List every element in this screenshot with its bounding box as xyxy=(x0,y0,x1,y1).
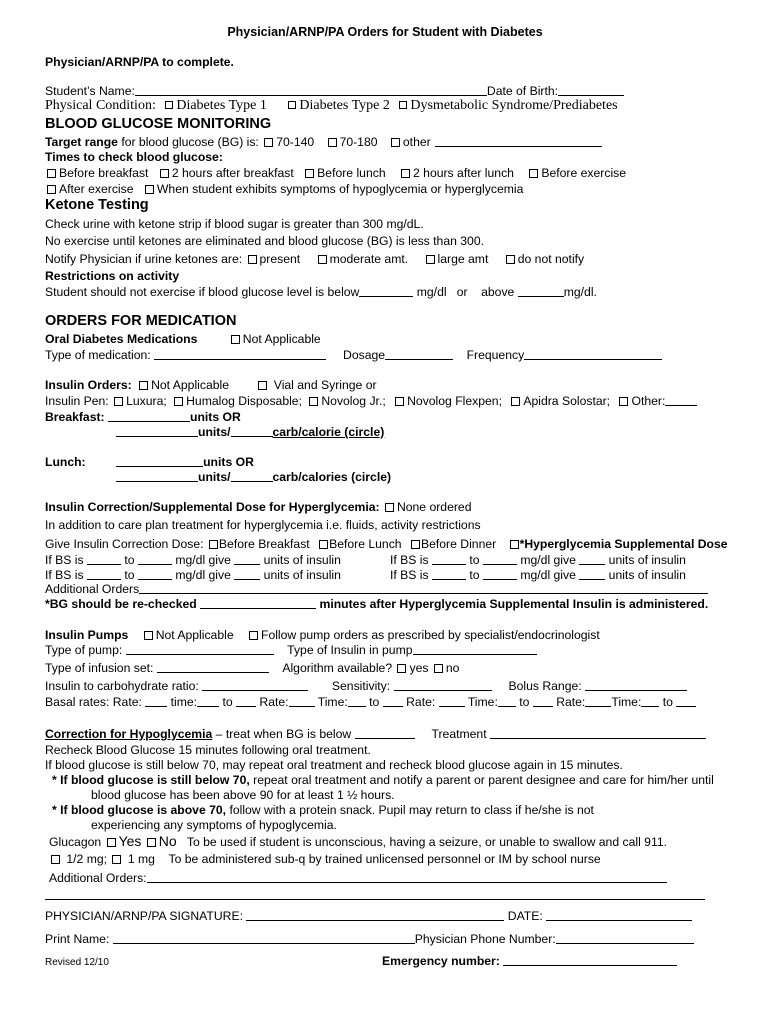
checkbox-algorithm-no[interactable] xyxy=(434,664,443,673)
restrictions-row xyxy=(45,285,597,299)
target-other: other xyxy=(402,135,431,149)
phone-label: Physician Phone Number: xyxy=(414,932,556,946)
if-bs-label: If BS is xyxy=(390,568,429,582)
print-name-label: Print Name: xyxy=(45,932,110,946)
checkbox-do-not-notify[interactable] xyxy=(506,255,515,264)
give-option: Before Dinner xyxy=(420,537,497,551)
give-label: Give Insulin Correction Dose: xyxy=(45,537,204,551)
checkbox-2h-after-lunch[interactable] xyxy=(401,169,410,178)
basal-time-label: Time: xyxy=(611,695,642,709)
checkbox-glucagon-no[interactable] xyxy=(147,838,156,847)
target-70-180: 70-180 xyxy=(339,135,378,149)
notify-option: large amt xyxy=(437,252,489,266)
oral-meds-label: Oral Diabetes Medications xyxy=(45,332,198,346)
restrict-unit: mg/dl xyxy=(416,285,447,299)
basal-to-1[interactable] xyxy=(236,695,256,707)
date-field[interactable] xyxy=(546,909,692,921)
insulin-orders-row xyxy=(45,378,377,392)
bs-to-field[interactable] xyxy=(138,553,172,565)
target-70-140: 70-140 xyxy=(276,135,315,149)
basal-to-3[interactable] xyxy=(533,695,553,707)
mgdl-give-label: mg/dl give xyxy=(520,553,576,567)
hypo-treat-label: – treat when BG is below xyxy=(215,727,352,741)
checkbox-after-exercise[interactable] xyxy=(47,185,56,194)
med-type-row xyxy=(45,348,662,362)
dose-text: To be administered sub-q by trained unlicensed personnel or IM by school nurse xyxy=(168,852,601,866)
infusion-label: Type of infusion set: xyxy=(45,661,154,675)
notify-label: Notify Physician if urine ketones are: xyxy=(45,252,243,266)
ketone-line-1: Check urine with ketone strip if blood sugar is greater than 300 mg/dL. xyxy=(45,217,424,231)
insulin-in-pump-field[interactable] xyxy=(413,643,537,655)
checkbox-pumps-na[interactable] xyxy=(144,631,153,640)
basal-time-3[interactable] xyxy=(498,695,516,707)
checkbox-type2[interactable] xyxy=(288,101,296,109)
checkbox-give-before-breakfast[interactable] xyxy=(209,540,218,549)
basal-time-1[interactable] xyxy=(197,695,219,707)
checkbox-vial[interactable] xyxy=(258,381,267,390)
to-label: to xyxy=(469,568,480,582)
correction-heading-row xyxy=(45,500,471,514)
units-of-insulin-label: units of insulin xyxy=(263,568,341,582)
sensitivity-field[interactable] xyxy=(394,679,492,691)
phone-field[interactable] xyxy=(556,932,694,944)
glucagon-dose-row xyxy=(49,852,601,866)
hypo-line-3-text: repeat oral treatment and notify a parent or parent designee and care for him/her until xyxy=(253,773,714,787)
checkbox-prediabetes[interactable] xyxy=(399,101,407,109)
hypo-still-below: * If blood glucose is still below 70, xyxy=(52,773,250,787)
to-label: to xyxy=(124,553,135,567)
infusion-field[interactable] xyxy=(157,661,269,673)
target-range-row xyxy=(45,135,602,149)
meds-heading: ORDERS FOR MEDICATION xyxy=(45,313,237,329)
units-field[interactable] xyxy=(579,568,605,580)
bolus-label: Bolus Range: xyxy=(508,679,582,693)
ratio-label: Insulin to carbohydrate ratio: xyxy=(45,679,199,693)
give-correction-row xyxy=(45,537,728,551)
checkbox-supplemental[interactable] xyxy=(510,540,519,549)
checkbox-before-breakfast[interactable] xyxy=(47,169,56,178)
restrictions-label: Restrictions on activity xyxy=(45,269,180,283)
basal-to: to xyxy=(662,695,673,709)
glucagon-yes: Yes xyxy=(118,833,142,849)
times-label: Times to check blood glucose: xyxy=(45,150,223,164)
hypo-above-70: * If blood glucose is above 70, xyxy=(52,803,227,817)
notify-option: present xyxy=(259,252,301,266)
basal-rate-3[interactable] xyxy=(439,695,465,707)
divider-line xyxy=(45,899,705,900)
date-label: DATE: xyxy=(507,909,543,923)
glucagon-label: Glucagon xyxy=(49,835,102,849)
pumps-na-label: Not Applicable xyxy=(155,628,234,642)
emergency-row xyxy=(382,954,677,968)
student-row xyxy=(45,84,624,98)
bs-row-2-right xyxy=(390,568,686,582)
algorithm-no: no xyxy=(445,661,460,675)
student-name-label: Student’s Name: xyxy=(45,84,135,98)
notify-row xyxy=(45,252,584,266)
mgdl-give-label: mg/dl give xyxy=(175,568,231,582)
restrict-unit-2: mg/dl. xyxy=(563,285,597,299)
breakfast-carb-field[interactable] xyxy=(231,425,273,437)
pumps-row xyxy=(45,628,600,642)
to-label: to xyxy=(469,553,480,567)
oral-na-label: Not Applicable xyxy=(242,332,321,346)
med-type-label: Type of medication: xyxy=(45,348,151,362)
pen-option: Humalog Disposable; xyxy=(186,394,302,408)
basal-to: to xyxy=(222,695,233,709)
basal-rate-label: Rate: xyxy=(259,695,289,709)
checkbox-glucagon-yes[interactable] xyxy=(107,838,116,847)
notify-option: moderate amt. xyxy=(329,252,409,266)
basal-label: Basal rates: Rate: xyxy=(45,695,142,709)
restrict-below-field[interactable] xyxy=(359,285,413,297)
checkbox-before-lunch[interactable] xyxy=(305,169,314,178)
recheck-row xyxy=(45,597,708,611)
supplemental-dose-label: *Hyperglycemia Supplemental Dose xyxy=(519,537,728,551)
hypo-line-5-text: follow with a protein snack. Pupil may return to class if he/she is not xyxy=(229,803,594,817)
times-row-2 xyxy=(45,182,523,196)
lunch-units-or: units OR xyxy=(203,455,254,469)
revised-label: Revised 12/10 xyxy=(45,957,109,968)
bs-row-1-left xyxy=(45,553,341,567)
print-name-field[interactable] xyxy=(113,932,415,944)
correction-heading: Insulin Correction/Supplemental Dose for Hyperglycemia: xyxy=(45,500,380,514)
hypo-line-3 xyxy=(52,773,714,787)
breakfast-carb-calorie: carb/calorie (circle) xyxy=(272,425,385,439)
if-bs-label: If BS is xyxy=(390,553,429,567)
checkbox-apidra[interactable] xyxy=(511,397,520,406)
signature-row xyxy=(45,909,692,923)
basal-rate-2[interactable] xyxy=(289,695,315,707)
mgdl-give-label: mg/dl give xyxy=(520,568,576,582)
basal-to: to xyxy=(519,695,530,709)
checkbox-1mg[interactable] xyxy=(112,855,121,864)
bs-to-field[interactable] xyxy=(138,568,172,580)
glucagon-text: To be used if student is unconscious, having a seizure, or unable to swallow and call 911. xyxy=(186,835,667,849)
breakfast-units-2-field[interactable] xyxy=(116,425,198,437)
hypo-additional-field[interactable] xyxy=(147,871,667,883)
time-option: After exercise xyxy=(59,182,134,196)
hypo-heading: Correction for Hypoglycemia xyxy=(45,727,213,741)
checkbox-70-180[interactable] xyxy=(328,138,337,147)
checkbox-pen-other[interactable] xyxy=(619,397,628,406)
checkbox-none-ordered[interactable] xyxy=(385,503,394,512)
dose-half-mg: 1/2 mg; xyxy=(66,852,108,866)
checkbox-algorithm-yes[interactable] xyxy=(397,664,406,673)
insulin-pen-row xyxy=(45,394,697,408)
breakfast-label: Breakfast: xyxy=(45,410,105,424)
additional-orders-field[interactable] xyxy=(139,582,708,594)
pen-other-field[interactable] xyxy=(665,394,697,406)
signature-field[interactable] xyxy=(246,909,504,921)
checkbox-humalog[interactable] xyxy=(174,397,183,406)
breakfast-units-field[interactable] xyxy=(108,410,190,422)
time-option: When student exhibits symptoms of hypoglycemia or hyperglycemia xyxy=(156,182,524,196)
time-option: Before breakfast xyxy=(59,166,149,180)
breakfast-units-slash: units/ xyxy=(198,425,231,439)
give-option: Before Lunch xyxy=(329,537,402,551)
mgdl-give-label: mg/dl give xyxy=(175,553,231,567)
vial-label: Vial and Syringe or xyxy=(273,378,377,392)
bs-from-field[interactable] xyxy=(87,568,121,580)
pump-type-label: Type of pump: xyxy=(45,643,123,657)
ratio-field[interactable] xyxy=(202,679,308,691)
checkbox-symptoms[interactable] xyxy=(145,185,154,194)
restrict-text: Student should not exercise if blood glucose level is below xyxy=(45,285,360,299)
units-of-insulin-label: units of insulin xyxy=(608,568,686,582)
checkbox-novolog-flexpen[interactable] xyxy=(395,397,404,406)
checkbox-oral-na[interactable] xyxy=(231,335,240,344)
pump-type-field[interactable] xyxy=(126,643,274,655)
basal-rate-label: Rate: xyxy=(406,695,436,709)
lunch-units-field[interactable] xyxy=(116,455,203,467)
restrict-above: above xyxy=(481,285,515,299)
dosage-label: Dosage xyxy=(343,348,386,362)
pen-option: Novolog Flexpen; xyxy=(407,394,502,408)
hypo-line-6: experiencing any symptoms of hypoglycemia. xyxy=(91,818,337,832)
insulin-in-pump-label: Type of Insulin in pump xyxy=(287,643,413,657)
checkbox-70-140[interactable] xyxy=(264,138,273,147)
notify-option: do not notify xyxy=(517,252,585,266)
insulin-pen-label: Insulin Pen: xyxy=(45,394,109,408)
breakfast-row-2 xyxy=(116,425,384,439)
give-option: Before Breakfast xyxy=(218,537,310,551)
if-bs-label: If BS is xyxy=(45,553,84,567)
additional-orders-row xyxy=(45,582,708,596)
checkbox-novolog-jr[interactable] xyxy=(309,397,318,406)
insulin-orders-label: Insulin Orders: xyxy=(45,378,132,392)
physical-condition-label: Physical Condition: xyxy=(45,98,156,113)
bs-row-1-right xyxy=(390,553,686,567)
checkbox-give-before-lunch[interactable] xyxy=(319,540,328,549)
if-bs-label: If BS is xyxy=(45,568,84,582)
ketone-heading: Ketone Testing xyxy=(45,197,149,213)
dosage-field[interactable] xyxy=(385,348,453,360)
lunch-label: Lunch: xyxy=(45,455,86,469)
frequency-field[interactable] xyxy=(524,348,662,360)
none-ordered-label: None ordered xyxy=(396,500,472,514)
checkbox-moderate[interactable] xyxy=(318,255,327,264)
infusion-row xyxy=(45,661,459,675)
lunch-carb-calories: carb/calories (circle) xyxy=(272,470,392,484)
algorithm-label: Algorithm available? xyxy=(282,661,393,675)
dose-1mg: 1 mg xyxy=(127,852,155,866)
basal-time-2[interactable] xyxy=(348,695,366,707)
breakfast-units-or: units OR xyxy=(190,410,241,424)
dob-label: Date of Birth: xyxy=(486,84,559,98)
recheck-text: minutes after Hyperglycemia Supplemental Insulin is administered. xyxy=(319,597,709,611)
lunch-row-2 xyxy=(116,470,391,484)
bs-to-field[interactable] xyxy=(483,568,517,580)
print-name-row xyxy=(45,932,694,946)
type2-label: Diabetes Type 2 xyxy=(299,98,390,113)
ratio-row xyxy=(45,679,687,693)
physical-condition-row xyxy=(45,99,618,113)
recheck-minutes-field[interactable] xyxy=(200,597,316,609)
basal-to-2[interactable] xyxy=(383,695,403,707)
target-range-text: for blood glucose (BG) is: xyxy=(121,135,259,149)
pen-option: Other: xyxy=(631,394,666,408)
lunch-carb-field[interactable] xyxy=(231,470,273,482)
bs-from-field[interactable] xyxy=(87,553,121,565)
pen-option: Luxura; xyxy=(126,394,167,408)
lunch-units-2-field[interactable] xyxy=(116,470,198,482)
units-field[interactable] xyxy=(234,568,260,580)
follow-pump-label: Follow pump orders as prescribed by specialist/endocrinologist xyxy=(261,628,600,642)
time-option: 2 hours after lunch xyxy=(413,166,514,180)
glucagon-row xyxy=(49,834,667,849)
additional-orders-label: Additional Orders xyxy=(45,582,140,596)
checkbox-follow-pump[interactable] xyxy=(249,631,258,640)
insulin-na-label: Not Applicable xyxy=(151,378,229,392)
lunch-units-slash: units/ xyxy=(198,470,231,484)
signature-label: PHYSICIAN/ARNP/PA SIGNATURE: xyxy=(45,909,243,923)
checkbox-type1[interactable] xyxy=(165,101,173,109)
student-name-field[interactable] xyxy=(135,84,487,96)
time-option: Before exercise xyxy=(541,166,627,180)
time-option: 2 hours after breakfast xyxy=(171,166,294,180)
time-option: Before lunch xyxy=(317,166,386,180)
bs-to-field[interactable] xyxy=(483,553,517,565)
checkbox-luxura[interactable] xyxy=(114,397,123,406)
breakfast-row-1 xyxy=(45,410,241,424)
hypo-line-4: blood glucose has been above 90 for at least 1 ½ hours. xyxy=(91,788,395,802)
checkbox-half-mg[interactable] xyxy=(51,855,60,864)
hypo-row xyxy=(45,727,706,741)
oral-meds-row xyxy=(45,332,321,346)
pen-option: Novolog Jr.; xyxy=(321,394,386,408)
target-other-field[interactable] xyxy=(435,135,602,147)
checkbox-2h-after-breakfast[interactable] xyxy=(160,169,169,178)
checkbox-other[interactable] xyxy=(391,138,400,147)
bolus-field[interactable] xyxy=(585,679,687,691)
prediabetes-label: Dysmetabolic Syndrome/Prediabetes xyxy=(410,98,618,113)
basal-rate-1[interactable] xyxy=(145,695,167,707)
basal-to-4[interactable] xyxy=(676,695,696,707)
med-type-field[interactable] xyxy=(154,348,326,360)
checkbox-before-exercise[interactable] xyxy=(529,169,538,178)
units-of-insulin-label: units of insulin xyxy=(608,553,686,567)
form-subtitle: Physician/ARNP/PA to complete. xyxy=(45,55,234,69)
basal-rate-4[interactable] xyxy=(585,695,611,707)
type1-label: Diabetes Type 1 xyxy=(176,98,267,113)
hypo-line-5 xyxy=(52,803,594,817)
basal-rate-label: Rate: xyxy=(556,695,586,709)
emergency-label: Emergency number: xyxy=(382,954,500,968)
target-range-label: Target range xyxy=(45,135,118,149)
checkbox-large[interactable] xyxy=(426,255,435,264)
bgm-heading: BLOOD GLUCOSE MONITORING xyxy=(45,116,272,132)
emergency-field[interactable] xyxy=(503,954,677,966)
hypo-additional-label: Additional Orders: xyxy=(49,871,147,885)
to-label: to xyxy=(124,568,135,582)
form-title: Physician/ARNP/PA Orders for Student with Diabetes xyxy=(227,25,543,39)
treatment-label: Treatment xyxy=(431,727,487,741)
basal-time-4[interactable] xyxy=(641,695,659,707)
basal-time-label: time: xyxy=(170,695,198,709)
restrict-above-field[interactable] xyxy=(518,285,564,297)
hypo-additional-row xyxy=(49,871,667,885)
sensitivity-label: Sensitivity: xyxy=(331,679,391,693)
pumps-label: Insulin Pumps xyxy=(45,628,129,642)
frequency-label: Frequency xyxy=(466,348,525,362)
hypo-below-field[interactable] xyxy=(355,727,415,739)
basal-to: to xyxy=(369,695,380,709)
bs-from-field[interactable] xyxy=(432,568,466,580)
ketone-line-2: No exercise until ketones are eliminated and blood glucose (BG) is less than 300. xyxy=(45,234,484,248)
pump-type-row xyxy=(45,643,537,657)
times-row-1 xyxy=(45,166,626,180)
dob-field[interactable] xyxy=(558,84,624,96)
checkbox-give-before-dinner[interactable] xyxy=(411,540,420,549)
basal-time-label: Time: xyxy=(467,695,498,709)
basal-time-label: Time: xyxy=(317,695,348,709)
pen-option: Apidra Solostar; xyxy=(523,394,611,408)
basal-row xyxy=(45,695,696,709)
checkbox-insulin-na[interactable] xyxy=(139,381,148,390)
units-field[interactable] xyxy=(579,553,605,565)
units-of-insulin-label: units of insulin xyxy=(263,553,341,567)
treatment-field[interactable] xyxy=(490,727,706,739)
checkbox-present[interactable] xyxy=(248,255,257,264)
bs-from-field[interactable] xyxy=(432,553,466,565)
glucagon-no: No xyxy=(158,833,177,849)
restrict-or: or xyxy=(456,285,468,299)
recheck-label: *BG should be re-checked xyxy=(45,597,197,611)
lunch-row-1 xyxy=(45,455,254,469)
bs-row-2-left xyxy=(45,568,341,582)
algorithm-yes: yes xyxy=(409,661,429,675)
hypo-line-2: If blood glucose is still below 70, may repeat oral treatment and recheck blood glucose again in 15 minutes. xyxy=(45,758,623,772)
hypo-line-1: Recheck Blood Glucose 15 minutes following oral treatment. xyxy=(45,743,371,757)
correction-line-1: In addition to care plan treatment for hyperglycemia i.e. fluids, activity restrictions xyxy=(45,518,481,532)
units-field[interactable] xyxy=(234,553,260,565)
